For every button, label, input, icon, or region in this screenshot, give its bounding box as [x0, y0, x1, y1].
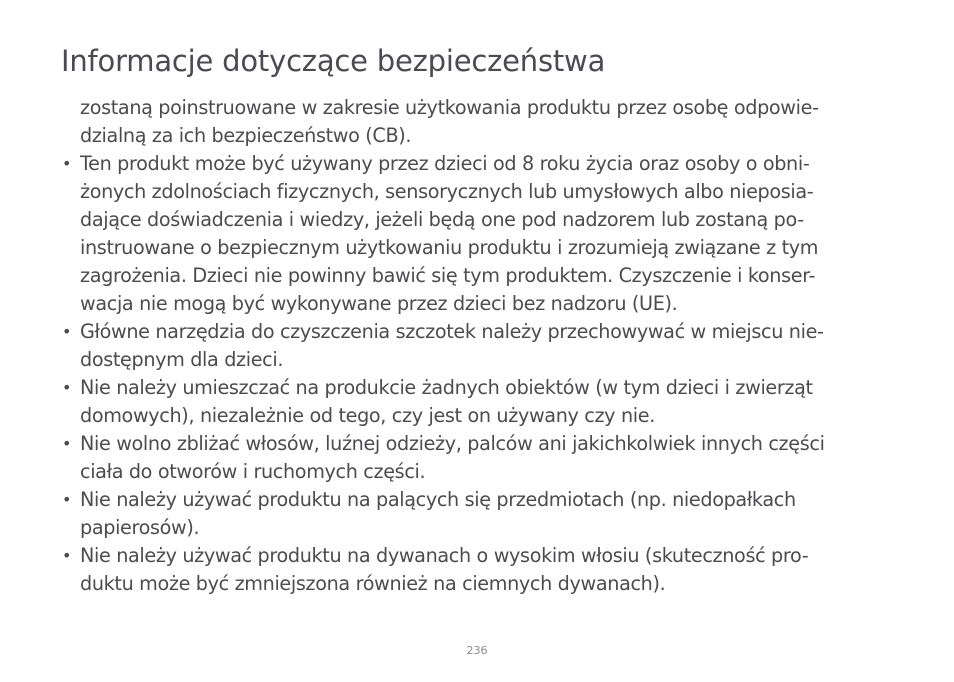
text-line: zostaną poinstruowane w zakresie użytkowania produktu przez osobę odpowie- [80, 96, 819, 119]
text-line: dające doświadczenia i wiedzy, jeżeli będą one pod nadzorem lub zostaną po- [80, 208, 804, 231]
bullet-item [62, 486, 892, 542]
text-line: zagrożenia. Dzieci nie powinny bawić się tym produktem. Czyszczenie i konser- [80, 264, 816, 287]
bullet-item [62, 150, 892, 318]
bullet-icon: • [62, 490, 72, 509]
bullet-item [62, 374, 892, 430]
bullet-item [62, 542, 892, 598]
text-line: domowych), niezależnie od tego, czy jest on używany czy nie. [80, 404, 655, 427]
text-line: papierosów). [80, 516, 200, 539]
text-line: dostępnym dla dzieci. [80, 348, 284, 371]
page-number: 236 [466, 644, 488, 657]
bullet-item [62, 318, 892, 374]
continuation-paragraph [62, 94, 892, 150]
bullet-icon: • [62, 434, 72, 453]
bullet-icon: • [62, 322, 72, 341]
text-line: • Ten produkt może być używany przez dzieci od 8 roku życia oraz osoby o obni- [62, 150, 892, 178]
text-line: • Nie należy używać produktu na palących się przedmiotach (np. niedopałkach [62, 486, 892, 514]
text-line: duktu może być zmniejszona również na ciemnych dywanach). [80, 572, 666, 595]
bullet-icon: • [62, 546, 72, 565]
bullet-item [62, 430, 892, 486]
bullet-icon: • [62, 378, 72, 397]
text-line: • Nie należy umieszczać na produkcie żadnych obiektów (w tym dzieci i zwierząt [62, 374, 892, 402]
text-line: wacja nie mogą być wykonywane przez dzieci bez nadzoru (UE). [80, 292, 678, 315]
text-line: • Główne narzędzia do czyszczenia szczotek należy przechowywać w miejscu nie- [62, 318, 892, 346]
text-line: dzialną za ich bezpieczeństwo (CB). [80, 124, 412, 147]
safety-content [62, 94, 892, 598]
text-line: żonych zdolnościach fizycznych, sensorycznych lub umysłowych albo nieposia- [80, 180, 814, 203]
text-line: • Nie należy używać produktu na dywanach o wysokim włosiu (skuteczność pro- [62, 542, 892, 570]
text-line: ciała do otworów i ruchomych części. [80, 460, 426, 483]
bullet-icon: • [62, 154, 72, 173]
text-line: instruowane o bezpiecznym użytkowaniu produktu i zrozumieją związane z tym [80, 236, 819, 259]
page-title: Informacje dotyczące bezpieczeństwa [61, 44, 606, 78]
text-line: • Nie wolno zbliżać włosów, luźnej odzieży, palców ani jakichkolwiek innych części [62, 430, 892, 458]
